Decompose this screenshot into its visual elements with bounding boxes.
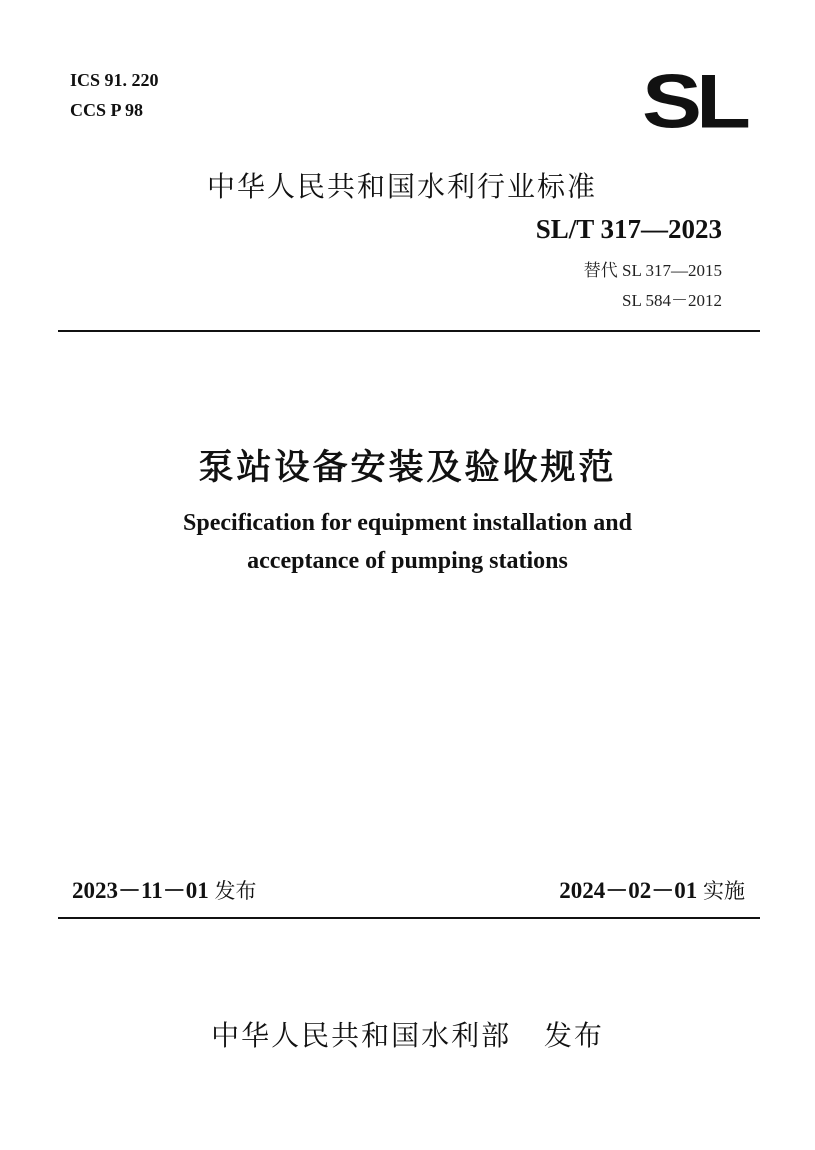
title-chinese: 泵站设备安装及验收规范 [198, 448, 617, 488]
ics-code: ICS 91. 220 [70, 70, 159, 90]
implement-label: 实施 [703, 879, 745, 903]
issue-label: 发布 [214, 879, 257, 903]
replaces-standard-2: SL 584－2012 [622, 291, 722, 310]
implement-date-block [559, 872, 745, 905]
issuer [0, 1014, 815, 1054]
title-english-line-1: Specification for equipment installation and [183, 510, 632, 536]
ccs-code: CCS P 98 [70, 100, 144, 120]
implement-date: 2024－02－01 [559, 878, 698, 903]
issuer-action: 发布 [543, 1019, 604, 1052]
standard-number: SL/T 317—2023 [535, 214, 722, 244]
issue-date-block [72, 872, 256, 905]
title-english-line-2: acceptance of pumping stations [247, 548, 568, 574]
standard-category: 中华人民共和国水利行业标准 [207, 170, 598, 203]
bottom-divider [58, 917, 760, 919]
replaces-standard-1: 替代 SL 317—2015 [583, 261, 722, 280]
top-divider [58, 330, 760, 332]
issuer-name: 中华人民共和国水利部 [211, 1019, 512, 1052]
issue-date: 2023－11－01 [72, 878, 209, 903]
sl-logo: SL [641, 59, 745, 145]
